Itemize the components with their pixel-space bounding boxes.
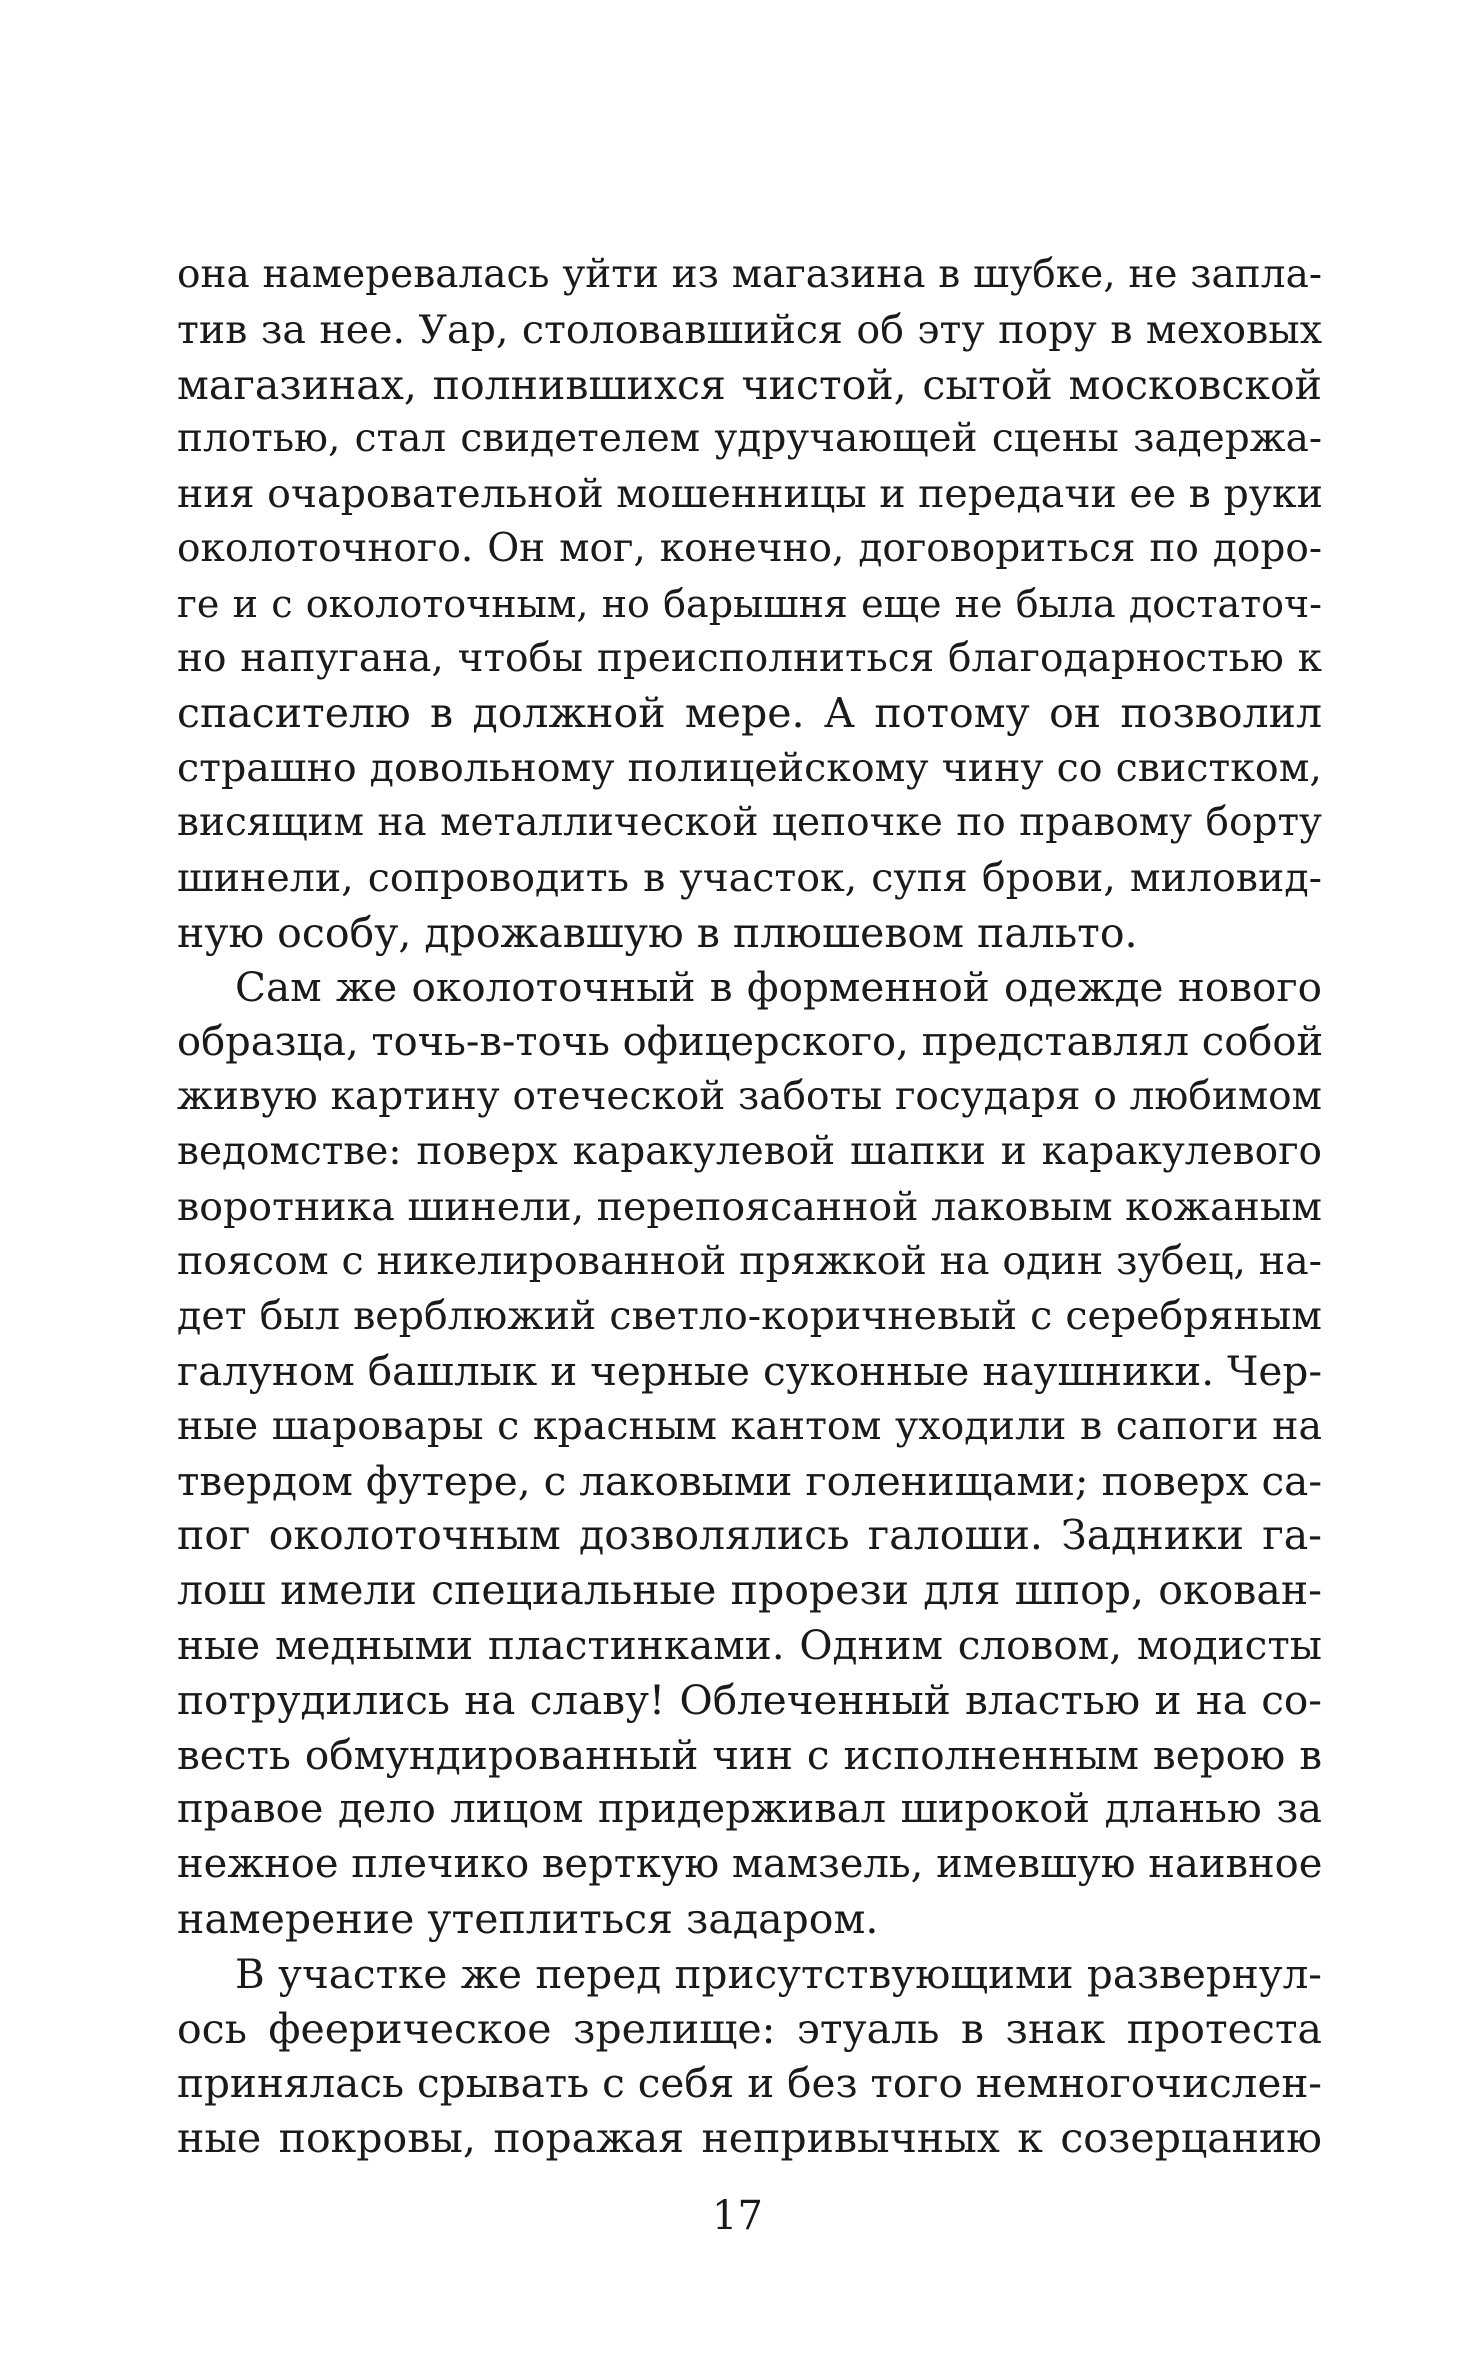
text-line: нежное плечико верткую мамзель, имевшую наивное	[177, 1841, 1323, 1888]
text-line: она намеревалась уйти из магазина в шубке, не запла-	[177, 252, 1322, 297]
text-line: страшно довольному полицейскому чину со свистком,	[177, 745, 1322, 792]
text-line: ния очаровательной мошенницы и передачи ее в руки	[177, 471, 1323, 518]
text-line: намерение утеплиться задаром.	[177, 1894, 879, 1943]
page-number: 17	[712, 2193, 763, 2239]
text-line: ные покровы, поражая непривычных к созерцанию	[177, 2114, 1322, 2163]
text-line: правое дело лицом придерживал широкой дланью за	[177, 1786, 1322, 1833]
text-line: В участке же перед присутствующими развернул-	[235, 1949, 1322, 1998]
text-line: ось феерическое зрелище: этуаль в знак протеста	[177, 2004, 1322, 2053]
text-line: поясом с никелированной пряжкой на один зубец, на-	[177, 1238, 1322, 1285]
text-line: но напугана, чтобы преисполниться благодарностью к	[177, 635, 1322, 681]
text-line: весть обмундированный чин с исполненным верою в	[177, 1730, 1322, 1779]
text-line: воротника шинели, перепоясанной лаковым кожаным	[177, 1183, 1322, 1230]
text-line: ные шаровары с красным кантом уходили в сапоги на	[177, 1402, 1322, 1449]
text-line: тив за нее. Уар, столовавшийся об эту пору в меховых	[177, 306, 1322, 353]
text-line: ную особу, дрожавшую в плюшевом пальто.	[177, 908, 1138, 957]
text-line: ные медными пластинками. Одним словом, модисты	[177, 1620, 1322, 1669]
text-line: дет был верблюжий светло-коричневый с серебряным	[177, 1293, 1322, 1340]
text-line: спасителю в должной мере. А потому он позволил	[177, 689, 1322, 738]
text-line: околоточного. Он мог, конечно, договориться по доро-	[177, 525, 1322, 571]
text-line: галуном башлык и черные суконные наушники. Чер-	[177, 1346, 1322, 1395]
text-line: плотью, стал свидетелем удручающей сцены задержа-	[177, 416, 1322, 462]
text-line: образца, точь-в-точь офицерского, представлял собой	[177, 1019, 1324, 1066]
text-line: пог околоточным дозволялись галоши. Задники га-	[177, 1511, 1322, 1560]
text-line: живую картину отеческой заботы государя о любимом	[177, 1073, 1322, 1119]
text-line: лош имели специальные прорези для шпор, окован-	[177, 1566, 1322, 1615]
text-line: ге и с околоточным, но барышня еще не была достаточ-	[177, 581, 1322, 626]
text-line: твердом футере, с лаковыми голенищами; поверх са-	[177, 1456, 1322, 1505]
text-line: шинели, сопроводить в участок, супя брови, миловид-	[177, 854, 1322, 901]
page-body	[177, 248, 1322, 2166]
text-line: висящим на металлической цепочке по правому борту	[177, 799, 1322, 845]
text-line: магазинах, полнившихся чистой, сытой московской	[177, 360, 1322, 409]
text-line: Сам же околоточный в форменной одежде нового	[235, 963, 1322, 1012]
text-line: принялась срывать с себя и без того немногочислен-	[177, 2059, 1322, 2108]
text-line: ведомстве: поверх каракулевой шапки и каракулевого	[177, 1128, 1322, 1174]
text-line: потрудились на славу! Облеченный властью и на со-	[177, 1675, 1322, 1724]
